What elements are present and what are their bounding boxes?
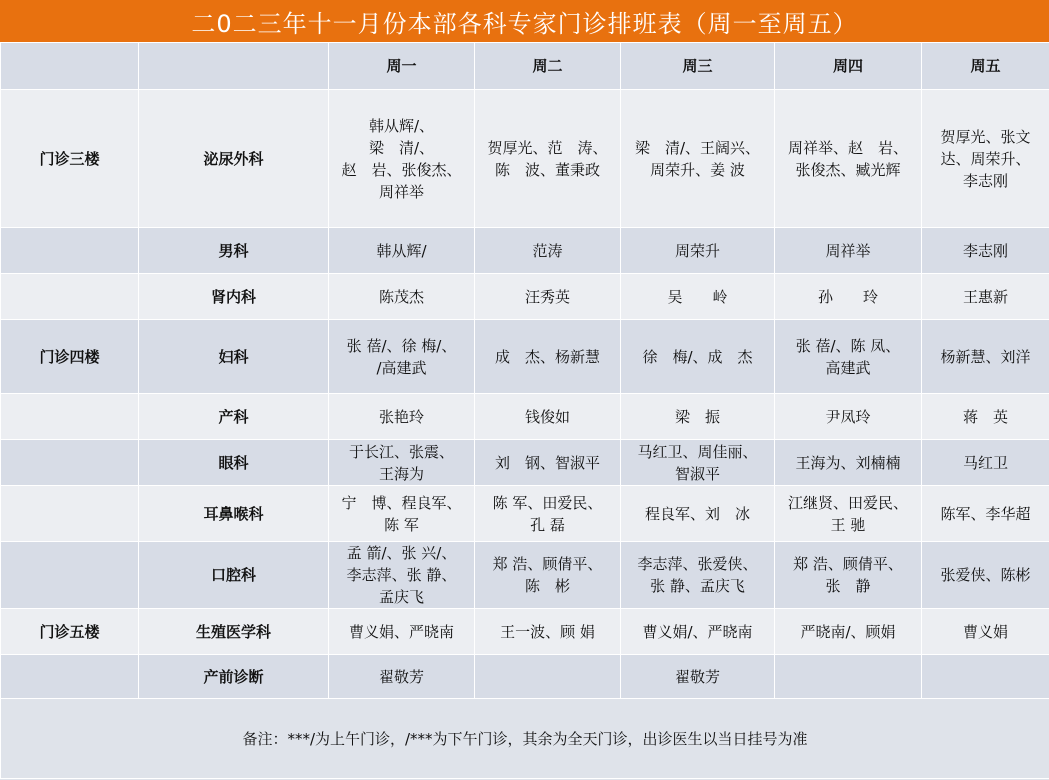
doctor-names: 孟 箭/、张 兴/、	[346, 544, 457, 562]
doctor-names: 达、周荣升、	[940, 149, 1031, 168]
department-label: 生殖医学科	[139, 609, 329, 655]
doctor-names: 陈军、李华超	[940, 504, 1031, 523]
day-header: 周二	[475, 43, 621, 90]
doctor-names: 郑 浩、顾倩平、	[492, 555, 603, 573]
doctor-cell	[775, 274, 922, 320]
doctor-names: 智淑平	[674, 464, 720, 483]
doctor-cell	[621, 609, 775, 655]
doctor-cell	[329, 90, 475, 228]
table-row	[1, 228, 1049, 274]
doctor-names: 程良军、刘 冰	[644, 504, 750, 523]
doctor-cell	[475, 228, 621, 274]
floor-label: 门诊三楼	[1, 90, 139, 228]
doctor-cell	[621, 440, 775, 486]
doctor-names: /高建武	[376, 358, 427, 377]
doctor-names: 孙 玲	[817, 287, 878, 306]
note-row	[1, 699, 1049, 779]
doctor-names: 陈 波、董秉政	[494, 160, 600, 179]
doctor-cell	[621, 542, 775, 609]
header-row	[1, 43, 1049, 90]
doctor-cell	[775, 394, 922, 440]
doctor-names: 陈 军	[384, 515, 419, 534]
doctor-cell	[475, 440, 621, 486]
doctor-cell	[329, 440, 475, 486]
table-row	[1, 486, 1049, 542]
doctor-names: 宁 博、程良军、	[341, 493, 462, 512]
doctor-names: 韩从辉/	[376, 241, 427, 260]
doctor-names: 王一波、顾 娟	[500, 622, 595, 641]
doctor-names: 曹义娟/、严晓南	[642, 622, 753, 641]
doctor-names: 贺厚光、范 涛、	[487, 138, 608, 157]
doctor-names: 李志刚	[962, 171, 1008, 190]
floor-label	[1, 655, 139, 699]
doctor-cell	[922, 440, 1049, 486]
doctor-names: 严晓南/、顾娟	[800, 622, 896, 641]
doctor-cell	[329, 486, 475, 542]
doctor-names: 张艳玲	[378, 407, 424, 426]
doctor-names: 张 蓓/、徐 梅/、	[346, 336, 457, 355]
doctor-names: 翟敬芳	[674, 667, 720, 686]
doctor-cell	[621, 486, 775, 542]
doctor-names: 吴 岭	[667, 287, 728, 306]
doctor-cell	[922, 228, 1049, 274]
doctor-cell	[922, 542, 1049, 609]
table-row	[1, 440, 1049, 486]
doctor-cell	[475, 486, 621, 542]
table-row	[1, 274, 1049, 320]
department-label: 眼科	[139, 440, 329, 486]
doctor-cell	[922, 486, 1049, 542]
page-title: 二0二三年十一月份本部各科专家门诊排班表（周一至周五）	[0, 0, 1049, 42]
doctor-cell	[329, 320, 475, 394]
table-row	[1, 655, 1049, 699]
doctor-names: 王海为、刘楠楠	[795, 453, 901, 472]
doctor-names: 江继贤、田爱民、	[787, 493, 908, 512]
doctor-names: 周荣升	[674, 241, 720, 260]
footnote: 备注：***/为上午门诊，/***为下午门诊，其余为全天门诊，出诊医生以当日挂号为准	[1, 699, 1049, 779]
department-label: 妇科	[139, 320, 329, 394]
doctor-names: 陈 军、田爱民、	[492, 493, 603, 512]
doctor-cell	[775, 655, 922, 699]
doctor-names: 王惠新	[962, 287, 1008, 306]
doctor-names: 贺厚光、张文	[940, 127, 1031, 146]
doctor-names: 李志萍、张 静、	[346, 566, 457, 584]
doctor-names: 曹义娟	[962, 622, 1008, 641]
doctor-cell	[621, 655, 775, 699]
doctor-names: 李志萍、张爱侠、	[637, 555, 758, 573]
doctor-names: 刘 钢、智淑平	[494, 453, 600, 472]
day-header: 周三	[621, 43, 775, 90]
doctor-names: 赵 岩、张俊杰、	[341, 160, 462, 179]
doctor-names: 汪秀英	[524, 287, 570, 306]
table-row	[1, 609, 1049, 655]
doctor-names: 马红卫	[962, 453, 1008, 472]
day-header: 周一	[329, 43, 475, 90]
doctor-names: 李志刚	[962, 241, 1008, 260]
corner-cell	[1, 43, 139, 90]
department-label: 口腔科	[139, 542, 329, 609]
doctor-cell	[775, 486, 922, 542]
doctor-cell	[775, 609, 922, 655]
doctor-cell	[475, 274, 621, 320]
doctor-cell	[621, 90, 775, 228]
floor-label: 门诊四楼	[1, 320, 139, 394]
doctor-names: 梁 振	[674, 407, 720, 426]
doctor-names: 陈 彬	[524, 577, 570, 595]
doctor-cell	[621, 274, 775, 320]
doctor-names: 张 蓓/、陈 凤、	[795, 336, 901, 355]
doctor-cell	[475, 320, 621, 394]
doctor-cell	[329, 228, 475, 274]
day-header: 周五	[922, 43, 1049, 90]
doctor-names: 孔 磊	[530, 515, 565, 534]
doctor-cell	[475, 655, 621, 699]
doctor-names: 孟庆飞	[378, 588, 424, 606]
doctor-names: 郑 浩、顾倩平、	[793, 555, 903, 573]
doctor-names: 于长江、张震、	[348, 442, 454, 461]
doctor-cell	[329, 542, 475, 609]
doctor-names: 王海为	[378, 464, 424, 483]
doctor-names: 曹义娟、严晓南	[348, 622, 454, 641]
doctor-names: 张爱侠、陈彬	[940, 566, 1031, 584]
doctor-names: 张 静	[825, 577, 871, 595]
department-label: 肾内科	[139, 274, 329, 320]
doctor-names: 蒋 英	[962, 407, 1008, 426]
day-header: 周四	[775, 43, 922, 90]
doctor-cell	[775, 228, 922, 274]
table-row	[1, 542, 1049, 609]
doctor-names: 尹凤玲	[825, 407, 871, 426]
corner-cell	[139, 43, 329, 90]
doctor-names: 张俊杰、臧光辉	[795, 160, 901, 179]
floor-label	[1, 394, 139, 440]
doctor-cell	[475, 609, 621, 655]
doctor-cell	[922, 274, 1049, 320]
doctor-names: 范涛	[532, 241, 563, 260]
doctor-names: 徐 梅/、成 杰	[642, 347, 753, 366]
department-label: 男科	[139, 228, 329, 274]
doctor-cell	[475, 394, 621, 440]
doctor-cell	[775, 440, 922, 486]
doctor-names: 周祥举	[825, 241, 871, 260]
doctor-cell	[329, 655, 475, 699]
doctor-cell	[621, 394, 775, 440]
doctor-cell	[775, 320, 922, 394]
doctor-cell	[775, 90, 922, 228]
floor-label	[1, 228, 139, 274]
doctor-names: 张 静、孟庆飞	[650, 577, 745, 595]
doctor-cell	[922, 609, 1049, 655]
doctor-cell	[329, 274, 475, 320]
doctor-cell	[329, 609, 475, 655]
doctor-cell	[475, 90, 621, 228]
doctor-names: 周祥举	[378, 182, 424, 201]
table-row	[1, 320, 1049, 394]
doctor-cell	[329, 394, 475, 440]
doctor-names: 翟敬芳	[378, 667, 424, 686]
doctor-cell	[922, 90, 1049, 228]
doctor-cell	[621, 320, 775, 394]
doctor-names: 高建武	[825, 358, 871, 377]
floor-label	[1, 274, 139, 320]
floor-label	[1, 542, 139, 609]
doctor-cell	[621, 228, 775, 274]
department-label: 耳鼻喉科	[139, 486, 329, 542]
floor-label	[1, 440, 139, 486]
schedule-table	[0, 42, 1049, 779]
doctor-names: 王 驰	[830, 515, 866, 534]
doctor-cell	[922, 320, 1049, 394]
doctor-names: 周荣升、姜 波	[650, 160, 745, 179]
doctor-cell	[922, 394, 1049, 440]
doctor-names: 马红卫、周佳丽、	[637, 442, 758, 461]
doctor-names: 陈茂杰	[378, 287, 424, 306]
floor-label	[1, 486, 139, 542]
doctor-names: 梁 清/、	[368, 138, 435, 157]
table-row	[1, 394, 1049, 440]
doctor-names: 周祥举、赵 岩、	[787, 138, 908, 157]
doctor-cell	[475, 542, 621, 609]
doctor-cell	[775, 542, 922, 609]
doctor-names: 梁 清/、王阔兴、	[634, 138, 761, 157]
doctor-names: 钱俊如	[524, 407, 570, 426]
doctor-names: 成 杰、杨新慧	[494, 347, 600, 366]
department-label: 产科	[139, 394, 329, 440]
table-row	[1, 90, 1049, 228]
department-label: 产前诊断	[139, 655, 329, 699]
doctor-names: 韩从辉/、	[368, 116, 435, 135]
floor-label: 门诊五楼	[1, 609, 139, 655]
department-label: 泌尿外科	[139, 90, 329, 228]
doctor-cell	[922, 655, 1049, 699]
doctor-names: 杨新慧、刘洋	[940, 347, 1031, 366]
